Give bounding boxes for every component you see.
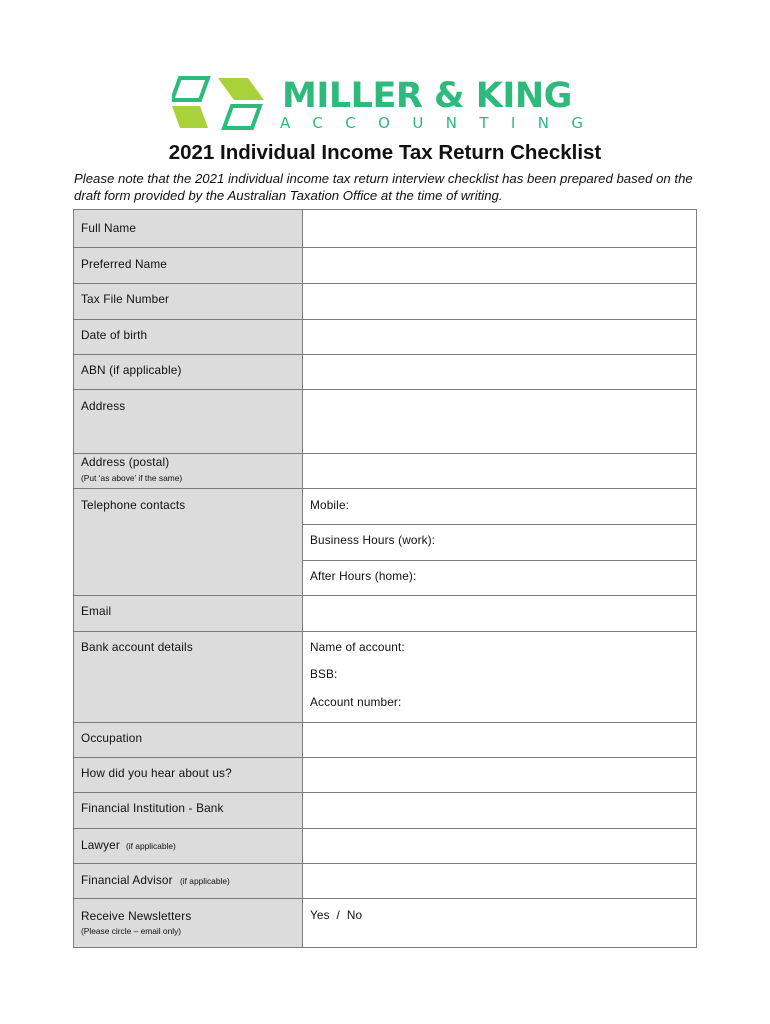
- preferred-name-label: Preferred Name: [81, 257, 168, 271]
- row-divider: [74, 283, 696, 284]
- row-divider: [74, 354, 696, 355]
- abn-label: ABN (if applicable): [81, 363, 182, 377]
- row-divider: [74, 595, 696, 596]
- logo-mark-icon: [172, 74, 268, 132]
- tax-file-number-field[interactable]: [303, 283, 696, 319]
- newsletters-field[interactable]: [303, 898, 696, 947]
- lawyer-hint: (if applicable): [126, 841, 176, 851]
- financial-institution-field[interactable]: [303, 792, 696, 828]
- logo-tile-top-left: [172, 78, 208, 100]
- logo-subtitle: ACCOUNTING: [280, 114, 606, 132]
- heard-about-label: How did you hear about us?: [81, 766, 232, 780]
- row-divider: [74, 722, 696, 723]
- telephone-label: Telephone contacts: [81, 498, 186, 512]
- address-postal-hint: (Put ‘as above’ if the same): [81, 473, 183, 483]
- address-label: Address: [81, 399, 126, 413]
- row-divider: [74, 247, 696, 248]
- row-divider: [74, 319, 696, 320]
- logo-tile-bottom-right: [224, 106, 260, 128]
- row-divider: [74, 828, 696, 829]
- row-divider: [74, 863, 696, 864]
- mobile-field[interactable]: [303, 488, 696, 524]
- newsletters-yes-no[interactable]: Yes / No: [310, 908, 363, 922]
- logo-name: MILLER & KING: [282, 76, 572, 116]
- row-divider: [74, 792, 696, 793]
- financial-advisor-label: Financial Advisor: [81, 873, 173, 887]
- bsb-label: BSB:: [310, 667, 338, 681]
- address-field[interactable]: [303, 389, 696, 453]
- row-divider: [303, 560, 696, 561]
- row-divider: [74, 453, 696, 454]
- abn-field[interactable]: [303, 354, 696, 389]
- financial-institution-label: Financial Institution - Bank: [81, 801, 224, 815]
- page-title: 2021 Individual Income Tax Return Checklist: [168, 141, 602, 164]
- financial-advisor-hint: (if applicable): [180, 876, 230, 886]
- logo-tile-bottom-left: [172, 106, 208, 128]
- row-divider: [74, 488, 696, 489]
- full-name-label: Full Name: [81, 221, 137, 235]
- lawyer-label: Lawyer: [81, 838, 120, 852]
- row-divider: [74, 757, 696, 758]
- occupation-field[interactable]: [303, 722, 696, 757]
- checklist-form: [73, 209, 697, 948]
- after-hours-label: After Hours (home):: [310, 569, 417, 583]
- heard-about-field[interactable]: [303, 757, 696, 792]
- row-divider: [303, 524, 696, 525]
- column-divider: [302, 210, 303, 947]
- newsletters-hint: (Please circle – email only): [81, 926, 182, 936]
- full-name-field[interactable]: [303, 210, 696, 247]
- email-field[interactable]: [303, 595, 696, 631]
- logo-tile-top-right: [218, 78, 264, 100]
- account-name-label: Name of account:: [310, 640, 405, 654]
- address-postal-field[interactable]: [303, 453, 696, 488]
- financial-advisor-field[interactable]: [303, 863, 696, 898]
- bank-label: Bank account details: [81, 640, 193, 654]
- tax-file-number-label: Tax File Number: [81, 292, 170, 306]
- row-divider: [74, 631, 696, 632]
- intro-note: Please note that the 2021 individual income tax return interview checklist has been prepared based on the draft form provided by the Australian Taxation Office at the time of writing.: [74, 171, 693, 203]
- email-label: Email: [81, 604, 112, 618]
- date-of-birth-field[interactable]: [303, 319, 696, 354]
- preferred-name-field[interactable]: [303, 247, 696, 283]
- address-postal-label: Address (postal): [81, 455, 170, 469]
- date-of-birth-label: Date of birth: [81, 328, 148, 342]
- row-divider: [74, 389, 696, 390]
- lawyer-field[interactable]: [303, 828, 696, 863]
- mobile-label: Mobile:: [310, 498, 350, 512]
- company-logo: [172, 74, 606, 136]
- row-divider: [74, 898, 696, 899]
- business-hours-label: Business Hours (work):: [310, 533, 436, 547]
- account-number-label: Account number:: [310, 695, 402, 709]
- newsletters-label: Receive Newsletters: [81, 909, 192, 923]
- occupation-label: Occupation: [81, 731, 143, 745]
